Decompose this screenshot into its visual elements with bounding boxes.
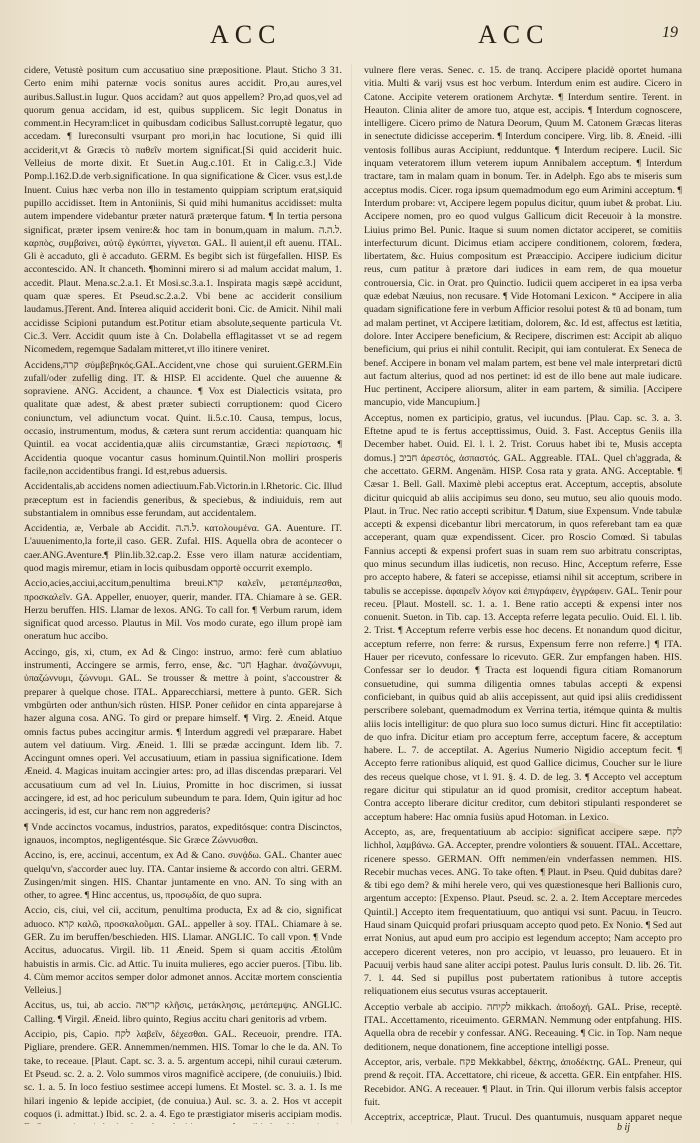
- running-head-right: ACC: [478, 20, 550, 49]
- dictionary-entry: Accitus, us, tui, ab accio. קריאה κλῆσις, μετάκλησις, μετάπεμψις. ANGLIC. Calling. ¶ Virgil. Æneid. libro quinto, Regius accitu chari genitoris ad vrbem.: [24, 1000, 342, 1025]
- dictionary-entry: Accidentia, æ, Verbale ab Accidit. ל.ה.ה. κατολουμένα. GA. Auenture. IT. L'auuenimento,la forte,il caso. GER. Zufal. HIS. Aquella obra de acontecer o caer.ANG.Aventure.¶ Plin.lib.32.cap.2. Esse vero illam naturæ accidentiam, quod magis miremur, etiam in locis quibusdam opportè occurrit exemplo.: [24, 523, 342, 574]
- column-gutter: [351, 64, 352, 1124]
- dictionary-entry: Accino, is, ere, accinui, accentum, ex Ad & Cano. συνᾴδω. GAL. Chanter auec quelqu'vn, s'accorder auec luy. ITA. Cantar insieme & accordo con altri. GERM. Zusingen/mit singen. HIS. Chantar juntamente en vno. AN. To sing with an other, to agree. ¶ Hinc accentus, us, προσῳδία, de quo supra.: [24, 850, 342, 902]
- dictionary-entry: Acceptrix, acceptricæ, Plaut. Trucul. Des quantumuis, nusquam apparet neque: [364, 1112, 682, 1124]
- running-head-left: ACC: [210, 20, 282, 49]
- dictionary-entry: Acceptio verbale ab accipio. לקיחה mikkach. ἀποδοχή. GAL. Prise, receptè. ITAL. Accettamento, riceuimento. GERMAN. Nemmung oder entpfahung. HIS. Aquella obra de recebir y confessar. ANG. Receauing. ¶ Cic. in Top. Nam neque deditionem, neque donationem, fine acceptione intelligi posse.: [364, 1001, 682, 1053]
- dictionary-entry: Accio, cis, ciui, vel cii, accitum, penultima producta, Ex ad & cio, significat aduoco. קרא καλῶ, προσκαλοῦμαι. GAL. appeller à soy. ITAL. Chiamare à se. GER. Zu im beruffen/beschieden. HIS. Llamar. ANGLIC. To call vpon. ¶ Vnde Accitus, aduocatus. Virgil. lib. 11 Æneid. Spem si quam accitis Ætolûm habuistis in armis. Cic. ad Attic. Tu inuita mulieres, ego accier pueros. [Tibu. lib. 4. Cùm memor accitos semper dolor admonet annos. Accitæ mortem conscientia Velleius.]: [24, 905, 342, 997]
- dictionary-entry: vulnere flere veras. Senec. c. 15. de tranq. Accipere placidè oportet humana vitia. Multi & varij vsus est hoc verbum. Interdum enim est audire. Cicero in Catone. Accipite veterem orationem Archytæ. ¶ Interdum sentire. Terent. in Heauton. Clinia aliter de amore tuo, atque est, accipis. ¶ Interdum cognoscere, intelligere. Cicero primo de Natura Deorum, Quum M. Catonem Græcas literas in senectute didicisse acceperim. ¶ Interdum concipere. Virg. lib. 8. Æneid. -illi ventosis follibus auras Accipiunt, redduntque. ¶ Interdum recipere. Lucil. Sic inquam veteratorem illum veterem iupum Annibalem acceptum. ¶ Interdum tractare, tam in malam quam in bonum. Ter. in Adelph. Ego abs te miseris sum acceptus modis. Cicer. roga ipsum quemadmodum ego eum Arimini acceptum. ¶ Interdum probare: vt, Accipere legem populus dicitur, quum iubet & probat. Liu. Accipere nomen, pro eo quod vulgus Gallicum dicit Receuoir à la monstre. Liuius primo Bel. Punic. Itaque si suum nomen dictator acciperet, se comitiis interfecturum dicunt. Dicimus etiam accipere conditionem, colorem, fœdera, libertatem, &c. Huius compositum est Præaccipio. Accipere iudicium dicitur reus, cum patitur à prætore dari iudices in eam rem, de qua mouetur controuersia, Cic. in Orat. pro Quinctio. Iudicii quem acciperet in ea ipsa verba quæ edebat Næuius, non recusare. ¶ Vide Hotomani Lexicon. * Accipere in alia quadam significatione fere in verbum Afficior resolui potest & tū ad bonam, tum ad malam pertinet, vt Accipere lætitiam, dolorem, &c. Id est, affectus est lætitia, dolore. Inter Accipere beneficium, & Recipere, discrimen est: Accipit ab aliquo beneficium, qui prius ei nihil contulit. Recipit, qui iam contulerat. Ex Seneca de benef. Accipere in bonam vel malam partem, est bene vel male interpretari dictū aut factum alterius, quod ad nos pertinet: id est de illo bene aut male iudicare. Huc pertinent, Accipere aliorsum, aliter in eam partem, & similia. [Accipere mancupio, vide Mancupium.]: [364, 65, 682, 409]
- left-column: [24, 64, 342, 1124]
- dictionary-entry: Accipio, pis, Capio. לקח λαβεῖν, δέχεσθαι. GAL. Receuoir, prendre. ITA. Pigliare, prendere. GER. Annemmen/nemmen. HIS. Tomar lo che le da. AN. To take, to receaue. [Plaut. Capt. sc. 3. a. 5. argentum accepi, nihil curaui cæterum. Et Pseud. sc. 2. a. 2. Volo summos viros magnificè accipere, (de conuiuiis.) Ibid. sc. 1. a. 5. In loco festiuo sestimee accepi lumens. Et Mostel. sc. 3. a. 1. Is me hilari ingenio & lepide accipiet, (de conuiua.) Aul. sc. 3. a. 2. Hos vt accepit coquos (i. admittat.) Ibid. sc. 2. a. 4. Ego te præstigiator miseris accipiam modis.: [24, 1029, 342, 1120]
- dictionary-entry: ¶ Vnde accinctos vocamus, industrios, paratos, expeditósque: contra Discinctos, ignauos, incomptos, negligentésque. Sic Græce Ζώννυσθαι.: [24, 821, 342, 846]
- signature-mark: b ij: [616, 1122, 630, 1133]
- dictionary-entry: Acceptor, aris, verbale. פקח Mekkabbel, δέκτης, ἀποδέκτης. GAL. Preneur, qui prend & reçoit. ITA. Accettatore, chi riceue, & accetta. GER. Ein entpfaher. HIS. Recebidor. ANG. A receauer. ¶ Plaut. in Trin. Qui illorum verbis falsis acceptor fuit.: [364, 1056, 682, 1108]
- dictionary-entry: Accio,acies,acciui,accitum,penultima breui.קרא καλεῖν, μεταπέμπεσθαι, προσκαλεῖν. GA. Appeller, enuoyer, querir, mander. ITA. Chiamare à se. GER. Herzu beruffen. HIS. Llamar de lexos. ANG. To call for. ¶ Verbum rarum, idem significat quod arcesso. Plautus in Mil. Vos modo curate, ego illum propè iam oneratum huc accibo.: [24, 578, 342, 643]
- dictionary-entry: cidere, Vetustè positum cum accusatiuo sine præpositione. Plaut. Sticho 3 31. Certo enim mihi paternæ vocis sonitus aures accidit. Pro,au aures,vel auribus.Sallust.in Iugur. Quos accidam? aut quos appellem? Pro,ad quos,vel ad quorum genua accidam, id est, quibus supplicem. Sic legit Donatus in comment.in Hecyram:licet in quibusdam codicibus Sallust.corruptè legatur, quo accedam. ¶ Iureconsulti vsurpant pro mori,in hac locutione, Si quid illi acciderit,vt & Græcis τὸ παθεῖν mortem significat.[Si quid acciderit huic. Velleius de morte dixit. Et Suet.in Aug.c.101. Et in Calig.c.3.] Vide Pomp.l.162.D.de verb.significatione. In qua significatione & Cicer. vsus est,l.de Inuent. Cuius hæc verba non illo in testamento quippiam scriptum erat,siquid pupillo accidisset. Item in Antoniinis, Si quid mihi humanitus accidisset: multa autem impendere videbantur præter naturā præterque fatum. ¶ In tertia persona significat, præter ipsem venire:& hoc tam in bonum,quam in malum. ל.ה.ה. καρπὸς, συμβαίνει, αὐτῷ ἐγκύπτει, γίγνεται. GAL. Il auient,il eft auenu. ITAL. Gli è accaduto, gli è accaduto. GERM. Es begibt sich ist fürgefallen. HISP. Es accontescido. AN. It chanceth. ¶hominni mirero si ad malum accidat malum, 1. accedit. Plaut. Mena.sc.2.a.1. Et Mosi.sc.3.a.1. Inspirata magis sæpè accidunt, quam quæ speres. Et Pseud.sc.2.a.2. Vbi bene ac acciderit consilium laudamus.]Terent. And. Interea aliquid acciderit boni. Cic. de Amicit. Nihil mali accidisse Scipioni putandum est.Potitur etiam absolute,sequente particula Vt. Cic.3. Verr. Accidit quum iste à Cn. Dolabella efflagitasset vt se ad regem Nicomedem, regemque Sadalam mitteret,vt illo itinere veniret.: [24, 65, 342, 356]
- dictionary-entry: Accingo, gis, xi, ctum, ex Ad & Cingo: instruo, armo: ferè cum ablatiuo instrumenti, Accingere se armis, ferro, ense, &c. חגר Ḥaghar. ἀναζώννυμι, ὑπαζώννυμι, ζώννυμι. GAL. Se trousser & mettre à point, s'accoustrer & preparer à quelque chose. ITAL. Apparecchiarsi, mettere à punto. GER. Sich vmbgürten oder anthun/sich rüsten. HISP. Poner ceñidor en cinta apparejarse à hazer alguna cosa. ANG. To gird or prepare himself. ¶ Virg. 2. Æneid. Atque omnis factus pubes accingitur armis. ¶ Interdum aggredi vel præparare. Habet autem vel datiuum. Virg. Æneid. 1. Illi se prædæ accingunt. Idem lib. 7. Accingunt omnes operi. Vel accusatiuum, etiam in passiua significatione. Idem Æneid. 4. Magicas inuitam accingier artes: pro, ad illas discendas præparari. Vel accusatiuum cum ad vel In. Liuius, Promitte in hoc discrimen, si iussat accingere, id est, ad hoc periculum subeundum te para. Idem, Quin igitur ad hoc accingeris, id est, cur hanc rem non aggrederis?: [24, 646, 342, 818]
- dictionary-entry: Acceptus, nomen ex participio, gratus, vel iucundus. [Plau. Cap. sc. 3. a. 3. Eftetne apud te is fertus accepttissimus, Ouid. 3. Fast. Acceptus Geniis illa December habet. Ouid. El. l. l. 2. Trist. Coruus habet ibi te, Musis accepta domus.] חביב ἀρεστός, ἀσπαστός. GAL. Aggreable. ITAL. Quel ch'aggrada, & che accettato. GERM. Angenäm. HISP. Cosa rata y grata. ANG. Acceptable. ¶ Cæsar 1. Bell. Gall. Maximè plebi acceptus erat. Acceptum, acceptis, absolute dicitur quicquid ab aliis accipimus seu dono, seu mutuo, seu alio quouis modo. Plaut. in Truc. Nec ratio accepti scribitur. ¶ Datum, siue Expensum. Vnde tabulæ accepti & expensi dicebantur libri mercatorum, in quos referebant tam ea quæ acceperant, quam quæ expendissent. Cicer. pro Roscio Comœd. Si tabulas Fannius accepti & expensi profert suas in suam rem suo arbitratu conscriptas, quo minus secundum illas iudicetis, non recuso. Hinc, Acceptum referre, Esse pro accepto habere, & fateri se accepisse, etiamsi nihil sit acceptum, scribere in tabulis se accepisse. ἀφαιρεῖν λόγον καὶ ἐπιγράφειν, ἐγγράφειν. GAL. Tenir pour receu. [Plaut. Mostell. sc. 1. a. 1. Bene ratio accepti & expensi inter nos conuenit. Sueton. in Tib. cap. 13. Accepta referre legata peculio. Ouid. El. l. lib. 2. Trist. ¶ Acceptum referre verbis esse hoc decens. Et nonandum quod dicitur, acceptum referre, non ferre: & rursus, Expensum ferre non referre.] ¶ ITA. Hauer per ricevuto, confessare lo ricevuto. GER. Zur empfangen haben. HIS. Confessar ser lo deudor. ¶ Tracta est loquendi figura citiam Romanorum consuetudine, qui summa diligentia omnes tabulas accepti & expensi conficiebant, in quibus quid ab aliis accepissent, aut quid ipsi aliis credidissent perscribere solebant, quemadmodum ex Verrina tertia, itémque quinta & multis aliis locis intelligitur: de quo plura suo loco sumus dicturi. Hinc fit acceptilatio: de quo infra. Dicitur etiam pro acceptum ferre, acceptum facere, & acceptum habere. L. 7. de acceptilat. A. Agerius Numerio Nigidio acceptum fecit. ¶ Accepto ferre rationibus aliquid, est quod Gallice dicimus, Coucher sur le liure des receus quelque chose, vt l. 91. §. 4. D. de leg. 3. ¶ Accepto vel acceptum regare dicitur qui stipulatur an id quod promisit, creditor acceptum habeat. Contra accepto liberare dicitur creditor, cum debitori stipulanti responderet se acceptum habere: Hac omnia fusiùs apud Hotoman. in Lexico.: [364, 412, 682, 823]
- dictionary-entry: Accepto, as, are, frequentatiuum ab accipio: significat accipere sæpe. לקח lichhol, λαμβάνω. GA. Accepter, prendre volontiers & souuent. ITAL. Accettare, ricenere spesso. GERMAN. Offt nemmen/ein vnderfassen nemmen. HIS. Recebir muchas veces. ANG. To take often. ¶ Plaut. in Pseu. Quid dubitas dare? & tibi ego dem? & mihi herele vero, qui ves quæstionesque heri Ballionis curo, argentum accepto: [Expenso. Plaut. Pseud. sc. 2. a. 2. Item Acceptare mercedes Quintil.] Accepto item frequentatiuum, quo antiqui vsi sunt. Pacuu. in Teucro. Haud sinam Quicquid profari priusquam accepto quod peto. Ex Nonio. ¶ Sed aut errat Nonius, aut apud eum pro accipio est legendum accepto; Nam accepto pro accepero dicerent veteres, non pro accipio, vt leuasso, pro leuauero. Et in Pacuuij verbis haud sane aliter accipi potest. Paulus Iuris consult. D. lib. 26. Tit. 7. l. 44. Sed si pupillus post pubertatem rationibus à tutore acceptis reliquationem eius secutus vsuras acceptauerit.: [364, 826, 682, 998]
- dictionary-entry: Accidens,קרה σύμβεβηκός.GAL.Accident,vne chose qui suruient.GERM.Ein zufall/oder zufellig ding. IT. & HISP. El accidente. Quel che auuenne & sopraviene. ANG. Accident, a chaunce. ¶ Vox est Dialecticis vsitata, pro qualitate quæ adest, & abest præter subiecti corruptionem: quod Cicero coniunctum, vel adiunctum vocat. Quint. li.5.c.10. Causa, tempus, locus, occasio, instrumentum, modus, & cætera sunt rerum accidentia: quanquam hic Quintil. ea vocat accidentia,quæ aliis circumstantiæ, Græci περίστασις. ¶ Accidentia quoque vocantur casus hominum.Quintil.Non molliri prosperis facile,non accidentibus frangi. Id est,rebus aduersis.: [24, 359, 342, 477]
- right-column: [364, 64, 682, 1124]
- page-number: 19: [662, 24, 678, 41]
- running-head: [0, 18, 700, 58]
- dictionary-entry: Accidentalis,ab accidens nomen adiectiuum.Fab.Victorin.in l.Rhetoric. Cic. Illud præceptum est in faciendis generibus, & speciebus, & indiuiduis, rem aut substantialem in omnibus esse ferundam, aut accidentalem.: [24, 481, 342, 519]
